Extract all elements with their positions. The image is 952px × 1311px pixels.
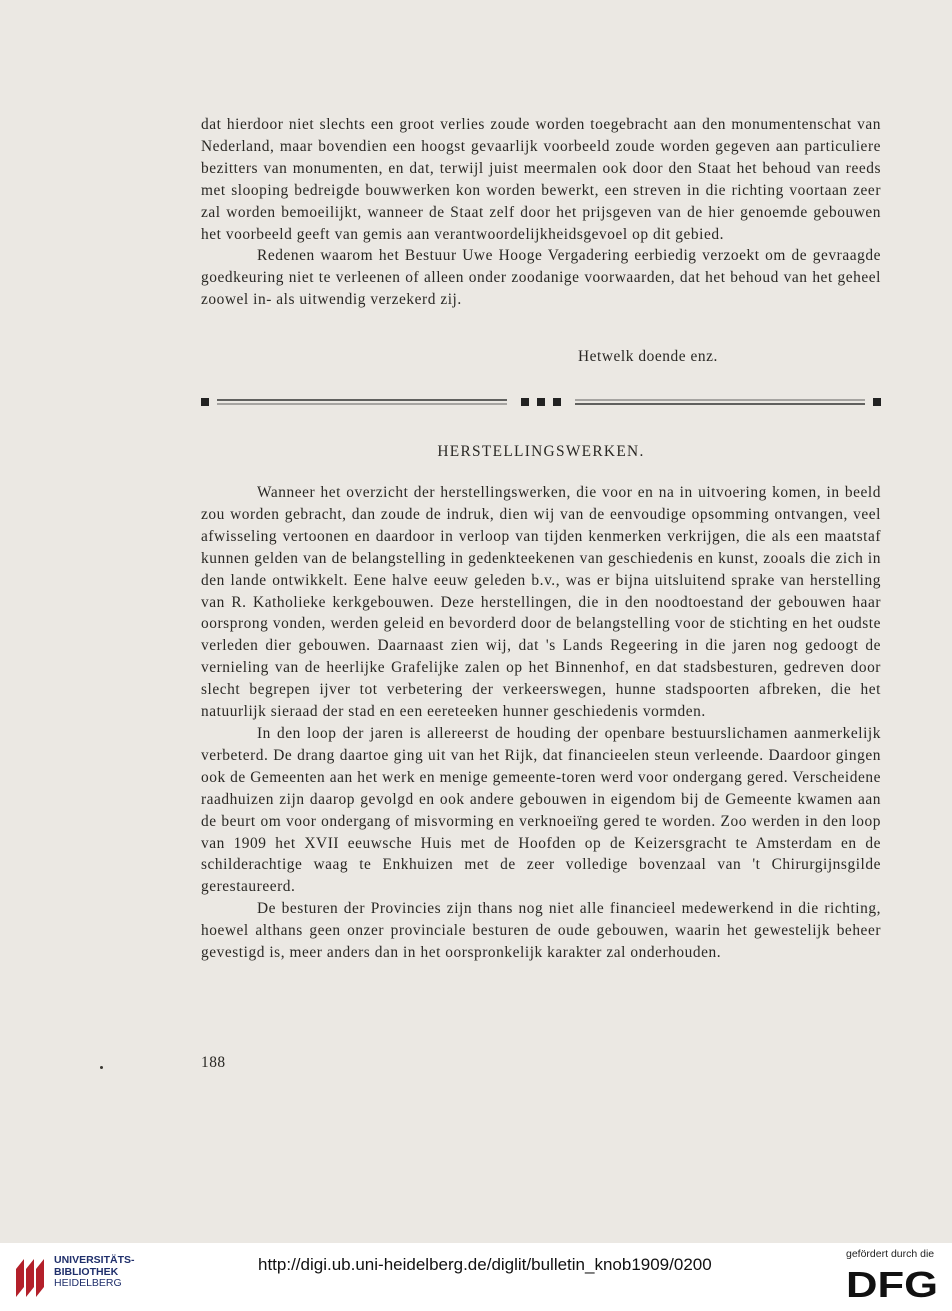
paragraph-in-den-loop: In den loop der jaren is allereerst de houding der openbare bestuurslichamen aanmerkelijk verbeterd. De drang daartoe ging uit van het Rijk, dat financieelen steun verleende. Daardoor gingen ook de Gemeenten aan het werk en menige gemeente-toren werd voor ondergang gered. Verscheidene raadhuizen zijn daarop gevolgd en ook andere gebouwen in eigendom bij de Gemeente kwamen aan de beurt om voor ondergang of misvorming en verknoeiïng gered te worden. Zoo werden in den loop van 1909 het XVII eeuwsche Huis met de Hoofden op de Keizersgracht te Amsterdam en de schilderachtige waag te Enkhuizen met de zeer volledige bovenzaal van 't Chirurgijnsgilde gerestaureerd. (201, 724, 881, 896)
top-text-block (201, 114, 881, 311)
library-name-line-2: BIBLIOTHEK (54, 1265, 119, 1278)
paragraph-continued: dat hierdoor niet slechts een groot verlies zoude worden toegebracht aan den monumentenschat van Nederland, maar bovendien een hoogst gevaarlijk voorbeeld zoude worden gegeven aan particuliere bezitters van monumenten, en dat, terwijl juist meermalen ook door den Staat het behoud van reeds met slooping bedreigde bouwwerken kon worden bewerkt, een streven in die richting voortaan zeer zal worden bemoeilijkt, wanneer de Staat zelf door het prijsgeven van de hier genoemde gebouwen het voorbeeld geeft van gemis aan verantwoordelijkheidsgevoel op dit gebied. (201, 116, 881, 243)
permalink-url[interactable]: http://digi.ub.uni-heidelberg.de/diglit/bulletin_knob1909/0200 (258, 1255, 712, 1274)
section-text-block (201, 482, 881, 964)
paragraph-provincies: De besturen der Provincies zijn thans nog niet alle financieel medewerkend in die richting, hoewel althans geen onzer provinciale besturen de oude gebouwen, waarin het gewestelijk beheer gevestigd is, meer anders dan in het oorspronkelijk karakter zal onderhouden. (201, 900, 881, 962)
closing-formula: Hetwelk doende enz. (578, 348, 718, 365)
rule-square-left (201, 398, 209, 406)
paragraph-redenen: Redenen waarom het Bestuur Uwe Hooge Vergadering eerbiedig verzoekt om de gevraagde goedkeuring niet te verleenen of alleen onder zoodanige voorwaarden, dat het behoud van het geheel zoowel in- als uitwendig verzekerd zij. (201, 247, 881, 309)
rule-square-center-1 (521, 398, 529, 406)
digitization-footer (0, 1243, 952, 1311)
library-name-line-1: UNIVERSITÄTS- (54, 1254, 135, 1266)
paragraph-wanneer: Wanneer het overzicht der herstellingswerken, die voor en na in uitvoering komen, in beeld zou worden gebracht, dan zoude de indruk, dien wij van de eenvoudige opsomming ontvangen, veel afwisseling vertoonen en daardoor in verloop van tijden kenmerken verkrijgen, die als een maatstaf kunnen gelden van de belangstelling in gedenkteekenen van geschiedenis en kunst, zooals die zich in den lande ontwikkelt. Eene halve eeuw geleden b.v., was er bijna uitsluitend sprake van herstelling van R. Katholieke kerkgebouwen. Deze herstellingen, die in den noodtoestand der gebouwen haar oorsprong vonden, werden geleid en bevorderd door de belangstelling voor de stichting en het oudste verleden dier gebouwen. Daarnaast zien wij, dat 's Lands Regeering in die jaren nog gedoogt de vernieling van de heerlijke Grafelijke zalen op het Binnenhof, en dat stadsbesturen, gedreven door slecht begrepen ijver tot verbetering der verkeerswegen, hunne stadspoorten afbreken, die het natuurlijk sieraad der stad en een eereteeken hunner geschiedenis vormden. (201, 484, 881, 721)
rule-square-center-3 (553, 398, 561, 406)
university-library-logo-icon (10, 1255, 48, 1299)
svg-text:DFG: DFG (846, 1267, 938, 1301)
page-number: 188 (201, 1054, 226, 1071)
dfg-logo-icon (846, 1267, 942, 1301)
rule-square-right (873, 398, 881, 406)
ornamental-rule (201, 394, 881, 412)
scan-speck (100, 1066, 103, 1069)
funded-by-label: gefördert durch die (846, 1248, 935, 1260)
section-heading: HERSTELLINGSWERKEN. (437, 443, 645, 460)
library-name (54, 1255, 135, 1290)
rule-square-center-2 (537, 398, 545, 406)
library-name-line-3: HEIDELBERG (54, 1277, 122, 1289)
